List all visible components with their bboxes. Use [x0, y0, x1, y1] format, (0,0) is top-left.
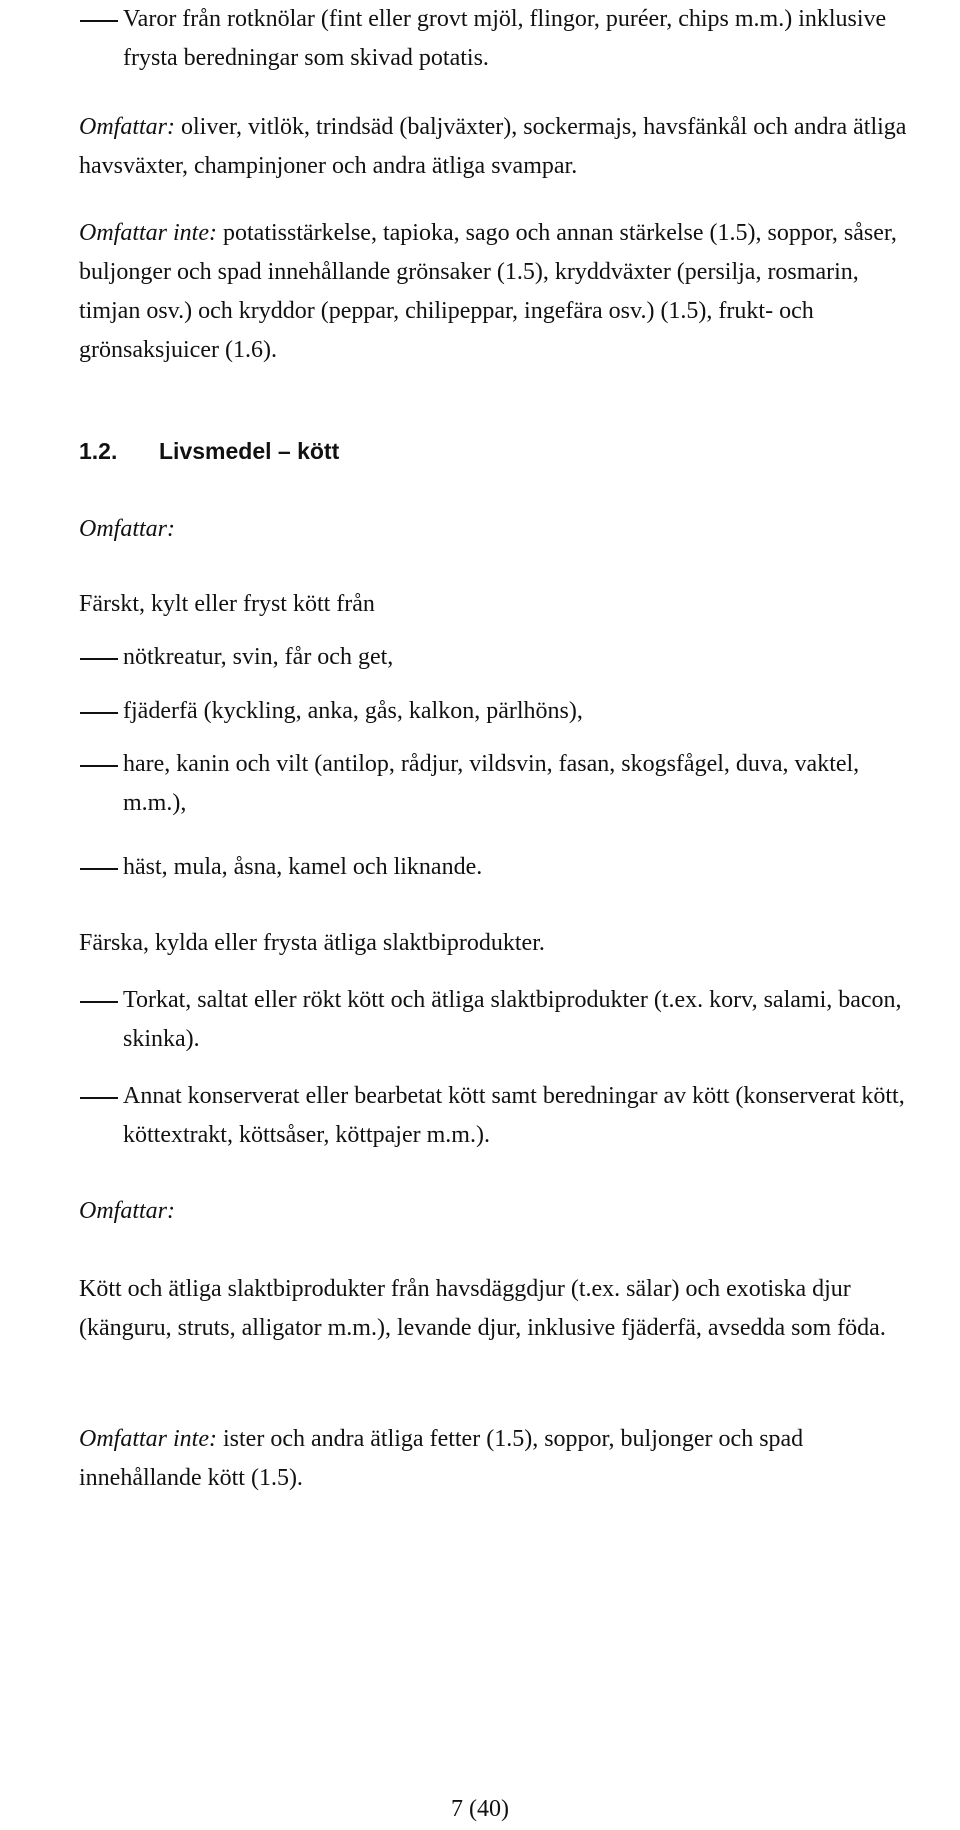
excludes-paragraph	[79, 214, 919, 370]
list-item	[79, 745, 919, 823]
list-item-text: nötkreatur, svin, får och get,	[123, 644, 394, 670]
excludes-paragraph-1-2	[79, 1420, 919, 1498]
list-item-text: fjäderfä (kyckling, anka, gås, kalkon, pärlhöns),	[123, 698, 583, 724]
list-item	[79, 692, 919, 731]
list-item-text: Varor från rotknölar (fint eller grovt mjöl, flingor, puréer, chips m.m.) inklusive frysta beredningar som skivad potatis.	[123, 6, 887, 71]
list-item-text: hare, kanin och vilt (antilop, rådjur, vildsvin, fasan, skogsfågel, duva, vaktel, m.m.),	[123, 751, 860, 816]
list-item	[79, 848, 919, 887]
list-item-text: Annat konserverat eller bearbetat kött samt beredningar av kött (konserverat kött, köttextrakt, köttsåser, köttpajer m.m.).	[123, 1083, 905, 1148]
includes-paragraph	[79, 108, 919, 186]
page-number: 7 (40)	[451, 1796, 509, 1822]
excludes-label: Omfattar inte:	[79, 1426, 217, 1452]
includes-label: Omfattar:	[79, 114, 175, 140]
section-number: 1.2.	[79, 438, 118, 464]
includes-text-1-2: Kött och ätliga slaktbiprodukter från havsdäggdjur (t.ex. sälar) och exotiska djur (känguru, struts, alligator m.m.), levande djur, inklusive fjäderfä, avsedda som föda.	[79, 1276, 886, 1341]
fresh-meat-intro: Färskt, kylt eller fryst kött från	[79, 591, 375, 617]
list-item	[79, 981, 919, 1059]
includes-label-1-2: Omfattar:	[79, 516, 175, 542]
list-item	[79, 0, 919, 78]
includes-text: oliver, vitlök, trindsäd (baljväxter), sockermajs, havsfänkål och andra ätliga havsväxter, champinjoner och andra ätliga svampar.	[79, 114, 907, 179]
list-item	[79, 638, 919, 677]
section-title: Livsmedel – kött	[159, 438, 340, 464]
list-item	[79, 1077, 919, 1155]
list-item-text: Torkat, saltat eller rökt kött och ätliga slaktbiprodukter (t.ex. korv, salami, bacon, skinka).	[123, 987, 902, 1052]
list-item-text: häst, mula, åsna, kamel och liknande.	[123, 854, 483, 880]
excludes-text: potatisstärkelse, tapioka, sago och annan stärkelse (1.5), soppor, såser, buljonger och spad innehållande grönsaker (1.5), kryddväxter (persilja, rosmarin, timjan osv.) och kryddor (peppar, chilipeppar, ingefära osv.) (1.5), frukt- och grönsaksjuicer (1.6).	[79, 220, 897, 363]
offal-line: Färska, kylda eller frysta ätliga slaktbiprodukter.	[79, 930, 545, 956]
includes-label-1-2-second: Omfattar:	[79, 1198, 175, 1224]
section-heading	[79, 432, 339, 471]
excludes-label: Omfattar inte:	[79, 220, 217, 246]
excludes-text: ister och andra ätliga fetter (1.5), soppor, buljonger och spad innehållande kött (1.5).	[79, 1426, 804, 1491]
